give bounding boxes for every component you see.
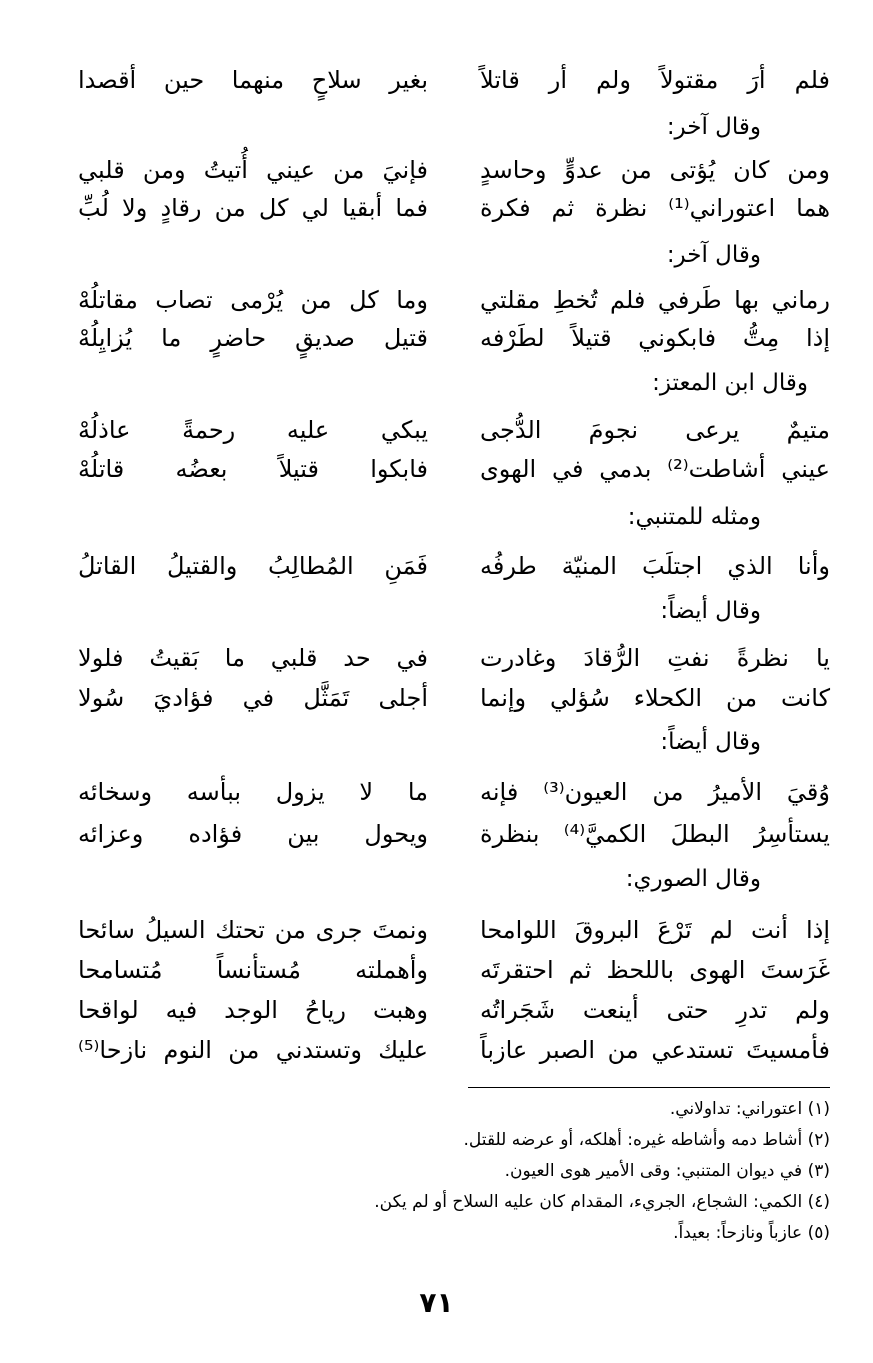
poet-attribution: وقال الصوري:: [625, 866, 761, 892]
verse-second-hemistich: قتيل صديقٍ حاضرٍ ما يُزايِلُهْ: [78, 324, 428, 352]
footnote: (١) اعتوراني: تداولاني.: [669, 1099, 830, 1119]
verse-line: [60, 152, 830, 192]
verse-line: [60, 1032, 830, 1072]
poet-attribution: وقال أيضاً:: [660, 729, 761, 755]
poet-attribution: وقال آخر:: [666, 242, 761, 268]
verse-first-hemistich: عيني أشاطت⁽²⁾ بدمي في الهوى: [480, 455, 831, 483]
verse-line: [60, 992, 830, 1032]
verse-first-hemistich: ولم تدرِ حتى أينعت شَجَراتُه: [480, 996, 830, 1024]
poet-attribution: وقال ابن المعتز:: [652, 370, 808, 396]
footnote-separator: [468, 1087, 830, 1088]
verse-first-hemistich: هما اعتوراني⁽¹⁾ نظرة ثم فكرة: [480, 194, 830, 222]
poet-attribution: ومثله للمتنبي:: [627, 504, 761, 530]
verse-first-hemistich: وأنا الذي اجتلَبَ المنيّة طرفُه: [480, 552, 830, 580]
verse-second-hemistich: فما أبقيا لي كل من رقادٍ ولا لُبِّ: [78, 194, 428, 222]
verse-line: [60, 190, 830, 230]
verse-second-hemistich: ويحول بين فؤاده وعزائه: [78, 820, 428, 848]
page-number: ٧١: [419, 1286, 454, 1319]
verse-second-hemistich: وما كل من يُرْمى تصاب مقاتلُهْ: [78, 286, 428, 314]
verse-line: [60, 320, 830, 360]
verse-first-hemistich: وُقيَ الأميرُ من العيون⁽³⁾ فإنه: [480, 778, 830, 806]
verse-line: [60, 451, 830, 491]
poet-attribution: وقال أيضاً:: [660, 598, 761, 624]
footnote: (٥) عازباً ونازحاً: بعيداً.: [673, 1223, 830, 1243]
verse-line: [60, 282, 830, 322]
verse-first-hemistich: ومن كان يُؤتى من عدوٍّ وحاسدٍ: [480, 156, 830, 184]
footnote: (٣) في ديوان المتنبي: وقى الأمير هوى العيون.: [504, 1161, 830, 1181]
verse-second-hemistich: عليك وتستدني من النوم نازحا⁽⁵⁾: [78, 1036, 428, 1064]
verse-second-hemistich: وهبت رياحُ الوجد فيه لواقحا: [78, 996, 428, 1024]
poet-attribution: وقال آخر:: [666, 114, 761, 140]
verse-line: [60, 816, 830, 856]
verse-first-hemistich: يا نظرةً نفتِ الرُّقادَ وغادرت: [480, 644, 830, 672]
verse-line: [60, 548, 830, 588]
verse-line: [60, 912, 830, 952]
verse-first-hemistich: متيمٌ يرعى نجومَ الدُّجى: [480, 416, 830, 444]
verse-first-hemistich: رماني بها طَرفي فلم تُخطِ مقلتي: [480, 286, 830, 314]
verse-second-hemistich: في حد قلبي ما بَقيتُ فلولا: [78, 644, 428, 672]
verse-line: [60, 774, 830, 814]
verse-first-hemistich: إذا أنت لم تَرْعَ البروقَ اللوامحا: [480, 916, 830, 944]
verse-first-hemistich: إذا مِتُّ فابكوني قتيلاً لطَرْفه: [480, 324, 830, 352]
footnote: (٤) الكمي: الشجاع، الجريء، المقدام كان عليه السلاح أو لم يكن.: [374, 1192, 830, 1212]
verse-line: [60, 640, 830, 680]
verse-line: [60, 412, 830, 452]
verse-line: [60, 62, 830, 102]
verse-second-hemistich: فإنيَ من عيني أُتيتُ ومن قلبي: [78, 156, 428, 184]
verse-first-hemistich: يستأسِرُ البطلَ الكميَّ⁽⁴⁾ بنظرة: [480, 820, 830, 848]
footnote: (٢) أشاط دمه وأشاطه غيره: أهلكه، أو عرضه للقتل.: [463, 1130, 830, 1150]
verse-first-hemistich: كانت من الكحلاء سُؤلي وإنما: [480, 684, 830, 712]
verse-line: [60, 952, 830, 992]
verse-second-hemistich: يبكي عليه رحمةً عاذلُهْ: [78, 416, 428, 444]
verse-first-hemistich: فأمسيتَ تستدعي من الصبر عازباً: [480, 1036, 830, 1064]
verse-second-hemistich: فابكوا قتيلاً بعضُه قاتلُهْ: [78, 455, 428, 483]
verse-second-hemistich: ما لا يزول ببأسه وسخائه: [78, 778, 428, 806]
verse-second-hemistich: ونمتَ جرى من تحتك السيلُ سائحا: [78, 916, 428, 944]
verse-second-hemistich: بغير سلاحٍ منهما حين أقصدا: [78, 66, 428, 94]
verse-first-hemistich: غَرَستَ الهوى باللحظ ثم احتقرتَه: [480, 956, 830, 984]
verse-second-hemistich: أجلى تَمَثَّل في فؤاديَ سُولا: [78, 684, 428, 712]
verse-line: [60, 680, 830, 720]
verse-second-hemistich: وأهملته مُستأنساً مُتسامحا: [78, 956, 428, 984]
verse-second-hemistich: فَمَنِ المُطالِبُ والقتيلُ القاتلُ: [78, 552, 428, 580]
verse-first-hemistich: فلم أرَ مقتولاً ولم أر قاتلاً: [480, 66, 830, 94]
